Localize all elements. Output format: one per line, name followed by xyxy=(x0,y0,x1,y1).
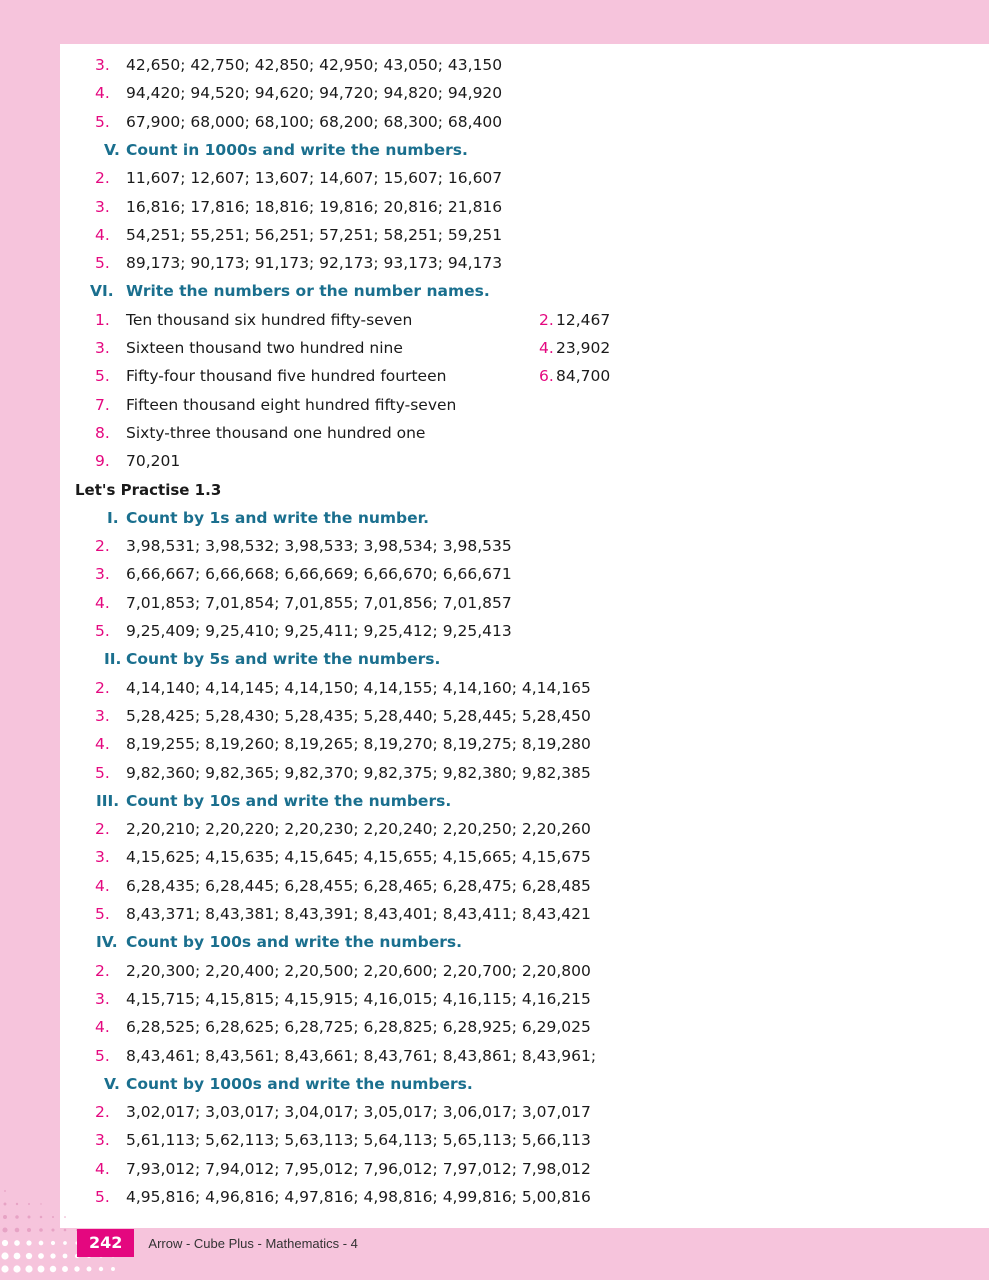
exercise-heading: Count by 1s and write the number. xyxy=(126,509,429,527)
item-text: 8,19,255; 8,19,260; 8,19,265; 8,19,270; 8,19,275; 8,19,280 xyxy=(126,735,591,753)
item-text: 70,201 xyxy=(126,452,181,470)
item-number: 3. xyxy=(95,990,110,1008)
item-number: 4. xyxy=(95,1018,110,1036)
item-text: 16,816; 17,816; 18,816; 19,816; 20,816; 21,816 xyxy=(126,198,503,216)
decorative-dot xyxy=(28,1203,30,1205)
decorative-dot xyxy=(2,1227,7,1232)
item-number: 8. xyxy=(95,424,110,442)
exercise-heading: Count by 5s and write the numbers. xyxy=(126,650,441,668)
item-text: 6,66,667; 6,66,668; 6,66,669; 6,66,670; 6,66,671 xyxy=(126,565,512,583)
item-number: 2. xyxy=(95,1103,110,1121)
decorative-dot xyxy=(26,1253,32,1259)
decorative-dot xyxy=(4,1203,7,1206)
decorative-dot xyxy=(4,1190,6,1192)
decorative-dot xyxy=(63,1241,67,1245)
exercise-heading: Count in 1000s and write the numbers. xyxy=(126,141,468,159)
decorative-dot xyxy=(3,1215,7,1219)
decorative-dot xyxy=(40,1216,43,1219)
left-band xyxy=(0,0,60,1280)
page-number: 242 xyxy=(77,1229,134,1257)
item-number: 5. xyxy=(95,254,110,272)
decorative-dot xyxy=(40,1203,41,1204)
decorative-dot xyxy=(39,1228,43,1232)
item-number: 1. xyxy=(95,311,110,329)
item-text: 6,28,525; 6,28,625; 6,28,725; 6,28,825; 6,28,925; 6,29,025 xyxy=(126,1018,591,1036)
decorative-dot xyxy=(74,1266,79,1271)
exercise-heading: Count by 1000s and write the numbers. xyxy=(126,1075,473,1093)
exercise-heading: Count by 100s and write the numbers. xyxy=(126,933,462,951)
item-number: 4. xyxy=(95,1160,110,1178)
item-number: 5. xyxy=(95,367,110,385)
decorative-dot xyxy=(38,1266,45,1273)
item-number: 2. xyxy=(95,962,110,980)
item-text: 23,902 xyxy=(556,339,611,357)
item-text: Fifty-four thousand five hundred fourteen xyxy=(126,367,447,385)
item-text: 8,43,461; 8,43,561; 8,43,661; 8,43,761; 8,43,861; 8,43,961; xyxy=(126,1047,597,1065)
decorative-dot xyxy=(52,1216,54,1218)
item-text: Sixteen thousand two hundred nine xyxy=(126,339,403,357)
item-text: 11,607; 12,607; 13,607; 14,607; 15,607; 16,607 xyxy=(126,169,503,187)
item-text: 4,14,140; 4,14,145; 4,14,150; 4,14,155; 4,14,160; 4,14,165 xyxy=(126,679,591,697)
decorative-dot xyxy=(28,1216,31,1219)
decorative-dot xyxy=(14,1253,21,1260)
item-number: 3. xyxy=(95,1131,110,1149)
decorative-dot xyxy=(62,1266,68,1272)
item-number: 9. xyxy=(95,452,110,470)
item-text: 5,28,425; 5,28,430; 5,28,435; 5,28,440; 5,28,445; 5,28,450 xyxy=(126,707,591,725)
item-text: 94,420; 94,520; 94,620; 94,720; 94,820; 94,920 xyxy=(126,84,503,102)
item-number: 5. xyxy=(95,113,110,131)
section-title: Let's Practise 1.3 xyxy=(75,481,222,499)
decorative-dot xyxy=(64,1229,67,1232)
decorative-dot xyxy=(99,1267,103,1271)
item-number: 3. xyxy=(95,198,110,216)
item-text: 42,650; 42,750; 42,850; 42,950; 43,050; 43,150 xyxy=(126,56,503,74)
page-footer xyxy=(77,1229,358,1257)
item-number: 6. xyxy=(539,367,554,385)
decorative-dot xyxy=(63,1254,68,1259)
item-number: 4. xyxy=(95,735,110,753)
exercise-heading: Count by 10s and write the numbers. xyxy=(126,792,452,810)
exercise-number: I. xyxy=(107,509,119,527)
item-text: 4,15,715; 4,15,815; 4,15,915; 4,16,015; 4,16,115; 4,16,215 xyxy=(126,990,591,1008)
decorative-dot xyxy=(1,1252,8,1259)
item-text: 2,20,210; 2,20,220; 2,20,230; 2,20,240; 2,20,250; 2,20,260 xyxy=(126,820,591,838)
item-number: 7. xyxy=(95,396,110,414)
item-text: 5,61,113; 5,62,113; 5,63,113; 5,64,113; 5,65,113; 5,66,113 xyxy=(126,1131,591,1149)
item-number: 4. xyxy=(95,226,110,244)
item-number: 3. xyxy=(95,339,110,357)
item-text: Sixty-three thousand one hundred one xyxy=(126,424,426,442)
item-number: 4. xyxy=(539,339,554,357)
item-text: 3,02,017; 3,03,017; 3,04,017; 3,05,017; 3,06,017; 3,07,017 xyxy=(126,1103,591,1121)
decorative-dot xyxy=(16,1203,18,1205)
item-number: 2. xyxy=(95,679,110,697)
exercise-heading: Write the numbers or the number names. xyxy=(126,282,490,300)
item-number: 2. xyxy=(95,169,110,187)
item-text: 89,173; 90,173; 91,173; 92,173; 93,173; 94,173 xyxy=(126,254,503,272)
item-text: 12,467 xyxy=(556,311,611,329)
item-number: 2. xyxy=(95,537,110,555)
exercise-number: III. xyxy=(96,792,120,810)
item-text: 8,43,371; 8,43,381; 8,43,391; 8,43,401; 8,43,411; 8,43,421 xyxy=(126,905,591,923)
exercise-number: II. xyxy=(104,650,122,668)
decorative-dot xyxy=(50,1266,56,1272)
item-text: 54,251; 55,251; 56,251; 57,251; 58,251; 59,251 xyxy=(126,226,503,244)
item-text: 9,25,409; 9,25,410; 9,25,411; 9,25,412; 9,25,413 xyxy=(126,622,512,640)
item-number: 5. xyxy=(95,1047,110,1065)
item-number: 3. xyxy=(95,565,110,583)
decorative-dot xyxy=(51,1241,55,1245)
decorative-dot xyxy=(64,1216,66,1218)
item-number: 5. xyxy=(95,1188,110,1206)
item-text: 3,98,531; 3,98,532; 3,98,533; 3,98,534; 3,98,535 xyxy=(126,537,512,555)
item-number: 3. xyxy=(95,848,110,866)
decorative-dot xyxy=(39,1241,44,1246)
top-band xyxy=(0,0,989,44)
decorative-dot xyxy=(51,1228,54,1231)
item-number: 5. xyxy=(95,622,110,640)
item-number: 2. xyxy=(95,820,110,838)
item-text: 4,95,816; 4,96,816; 4,97,816; 4,98,816; 4,99,816; 5,00,816 xyxy=(126,1188,591,1206)
exercise-number: V. xyxy=(104,1075,120,1093)
item-text: 7,01,853; 7,01,854; 7,01,855; 7,01,856; 7,01,857 xyxy=(126,594,512,612)
decorative-dot xyxy=(38,1253,44,1259)
decorative-dot xyxy=(15,1215,19,1219)
item-text: 4,15,625; 4,15,635; 4,15,645; 4,15,655; 4,15,665; 4,15,675 xyxy=(126,848,591,866)
item-text: 7,93,012; 7,94,012; 7,95,012; 7,96,012; 7,97,012; 7,98,012 xyxy=(126,1160,591,1178)
decorative-dot xyxy=(50,1253,55,1258)
decorative-dot xyxy=(2,1240,8,1246)
item-text: Fifteen thousand eight hundred fifty-seven xyxy=(126,396,457,414)
book-title: Arrow - Cube Plus - Mathematics - 4 xyxy=(148,1235,358,1251)
item-number: 3. xyxy=(95,707,110,725)
exercise-number: IV. xyxy=(96,933,118,951)
decorative-dot xyxy=(27,1228,31,1232)
decorative-dot xyxy=(26,1240,31,1245)
item-number: 4. xyxy=(95,877,110,895)
item-text: 67,900; 68,000; 68,100; 68,200; 68,300; 68,400 xyxy=(126,113,503,131)
item-number: 4. xyxy=(95,84,110,102)
decorative-dot xyxy=(15,1228,20,1233)
item-text: 2,20,300; 2,20,400; 2,20,500; 2,20,600; 2,20,700; 2,20,800 xyxy=(126,962,591,980)
exercise-number: VI. xyxy=(90,282,114,300)
item-number: 5. xyxy=(95,764,110,782)
decorative-dot xyxy=(25,1265,32,1272)
item-number: 2. xyxy=(539,311,554,329)
decorative-dot xyxy=(87,1267,92,1272)
item-number: 5. xyxy=(95,905,110,923)
decorative-dot xyxy=(1,1265,8,1272)
item-text: Ten thousand six hundred fifty-seven xyxy=(126,311,413,329)
item-number: 4. xyxy=(95,594,110,612)
item-text: 84,700 xyxy=(556,367,611,385)
exercise-number: V. xyxy=(104,141,120,159)
decorative-dot xyxy=(14,1240,20,1246)
item-number: 3. xyxy=(95,56,110,74)
item-text: 6,28,435; 6,28,445; 6,28,455; 6,28,465; 6,28,475; 6,28,485 xyxy=(126,877,591,895)
item-text: 9,82,360; 9,82,365; 9,82,370; 9,82,375; 9,82,380; 9,82,385 xyxy=(126,764,591,782)
decorative-dot xyxy=(111,1267,115,1271)
decorative-dot xyxy=(13,1265,20,1272)
